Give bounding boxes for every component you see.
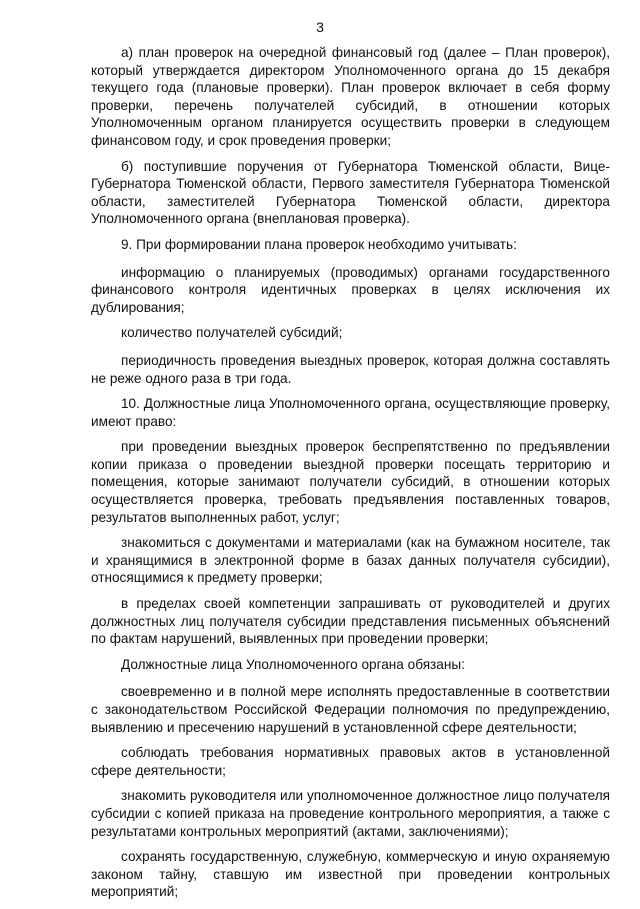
paragraph-duty-secrecy: сохранять государственную, служебную, коммерческую и иную охраняемую законом тайну, ставшую им известной при проведении контрольных мероприятий; (91, 849, 610, 900)
paragraph-info-planned: информацию о планируемых (проводимых) органами государственного финансового контроля идентичных проверках в целях исключения их дублирования; (91, 264, 610, 315)
paragraph-periodicity: периодичность проведения выездных проверок, которая должна составлять не реже одного раза в три года. (91, 352, 610, 386)
paragraph-right-documents: знакомиться с документами и материалами (как на бумажном носителе, так и хранящимися в электронной форме в базах данных получателя субсидии), относящимися к предмету проверки; (91, 535, 610, 586)
paragraph-plan-a: а) план проверок на очередной финансовый год (далее – План проверок), который утверждается директором Уполномоченного органа до 15 декабря текущего года (плановые проверки). План проверок включает в себя форму проверки, перечень получателей субсидий, в отношении которых Уполномоченным органом планируется осуществить проверки в следующем финансовом году, и срок проведения проверки; (91, 45, 610, 148)
paragraph-item-9: 9. При формировании плана проверок необходимо учитывать: (121, 236, 517, 252)
paragraph-duty-powers: своевременно и в полной мере исполнять предоставленные в соответствии с законодательством Российской Федерации полномочия по предупреждению, выявлению и пресечению нарушений в установленной сфере деятельности; (91, 684, 610, 735)
paragraph-item-10: 10. Должностные лица Уполномоченного органа, осуществляющие проверку, имеют право: (91, 396, 610, 429)
paragraph-right-visit: при проведении выездных проверок беспрепятственно по предъявлении копии приказа о проведении выездной проверки посещать территорию и помещения, которые занимают получатели субсидий, в отношении которых осуществляется проверка, требовать предъявления поставленных товаров, результатов выполненных работ, услуг; (91, 439, 610, 525)
page-number: 3 (316, 19, 324, 35)
paragraph-orders-b: б) поступившие поручения от Губернатора Тюменской области, Вице-Губернатора Тюменской области, Первого заместителя Губернатора Тюменской области, заместителей Губернатора Тюменской области, директора Уполномоченного органа (внеплановая проверка). (91, 158, 610, 227)
paragraph-right-request: в пределах своей компетенции запрашивать от руководителей и других должностных лиц получателя субсидии представления письменных объяснений по фактам нарушений, выявленных при проведении проверки; (91, 596, 610, 647)
paragraph-duty-comply: соблюдать требования нормативных правовых актов в установленной сфере деятельности; (91, 745, 610, 778)
paragraph-duty-acquaint: знакомить руководителя или уполномоченное должностное лицо получателя субсидии с копией приказа на проведение контрольного мероприятия, а также с результатами контрольных мероприятий (актами, заключениями); (91, 788, 610, 839)
paragraph-count-recipients: количество получателей субсидий; (121, 325, 343, 341)
paragraph-obligations-heading: Должностные лица Уполномоченного органа обязаны: (121, 656, 465, 672)
document-body (91, 44, 610, 909)
